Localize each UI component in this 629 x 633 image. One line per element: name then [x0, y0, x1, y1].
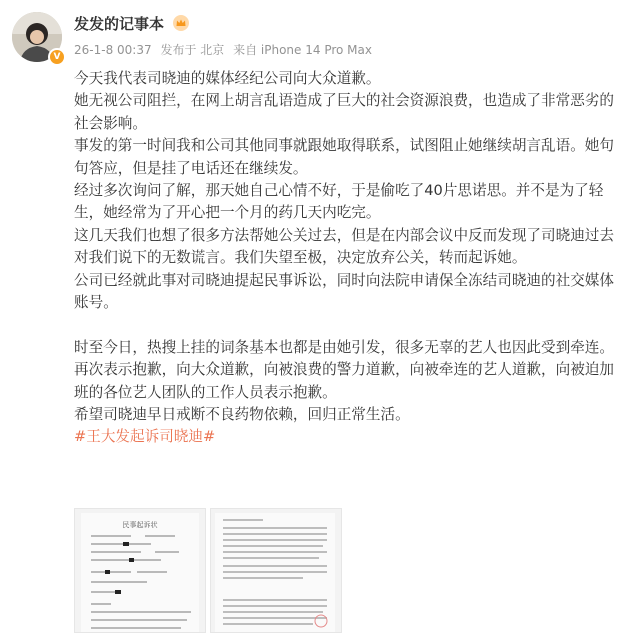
post-paragraph: 事发的第一时间我和公司其他同事就跟她取得联系，试图阻止她继续胡言乱语。她句句答应，但是挂了电话还在继续发。	[74, 137, 614, 177]
post-time[interactable]: 26-1-8 00:37	[74, 43, 152, 57]
post-location: 发布于 北京	[160, 43, 225, 57]
post-device: 来自 iPhone 14 Pro Max	[233, 43, 372, 57]
v-badge-icon: V	[48, 48, 66, 66]
paragraph-spacer	[74, 314, 620, 336]
document-image-1[interactable]	[74, 508, 206, 633]
post-paragraph: 这几天我们也想了很多方法帮她公关过去，但是在内部会议中反而发现了司晓迪过去对我们说下的无数谎言。我们失望至极，决定放弃公关，转而起诉她。	[74, 226, 614, 267]
post-paragraph: 时至今日，热搜上挂的词条基本也都是由她引发，很多无辜的艺人也因此受到牵连。	[74, 338, 614, 356]
post-paragraph: 希望司晓迪早日戒断不良药物依赖，回归正常生活。	[74, 406, 410, 424]
crown-icon	[173, 15, 189, 31]
document-heading: 民事起诉状	[122, 521, 158, 529]
post-paragraph: 再次表示抱歉，向大众道歉，向被浪费的警力道歉，向被牵连的艺人道歉，向被迫加班的各位艺人团队的工作人员表示抱歉。	[74, 361, 614, 401]
document-image-2[interactable]	[210, 508, 342, 633]
username-label: 发发的记事本	[74, 15, 165, 33]
document-page-icon	[211, 509, 341, 632]
post-content	[74, 68, 620, 449]
post-meta	[74, 42, 377, 58]
post-paragraph: 她无视公司阻拦，在网上胡言乱语造成了巨大的社会资源浪费，也造成了非常恶劣的社会影响。	[74, 92, 614, 132]
document-page-icon	[75, 509, 205, 632]
post-paragraph: 公司已经就此事对司晓迪提起民事诉讼，同时向法院申请保全冻结司晓迪的社交媒体账号。	[74, 271, 614, 312]
post-paragraph: 今天我代表司晓迪的媒体经纪公司向大众道歉。	[74, 70, 381, 87]
post-paragraph: 经过多次询问了解，那天她自己心情不好，于是偷吃了40片思诺思。并不是为了轻生，她经常为了开心把一个月的药几天内吃完。	[74, 182, 604, 222]
topic-link[interactable]: #王大发起诉司晓迪#	[74, 428, 216, 446]
username[interactable]	[74, 14, 189, 34]
